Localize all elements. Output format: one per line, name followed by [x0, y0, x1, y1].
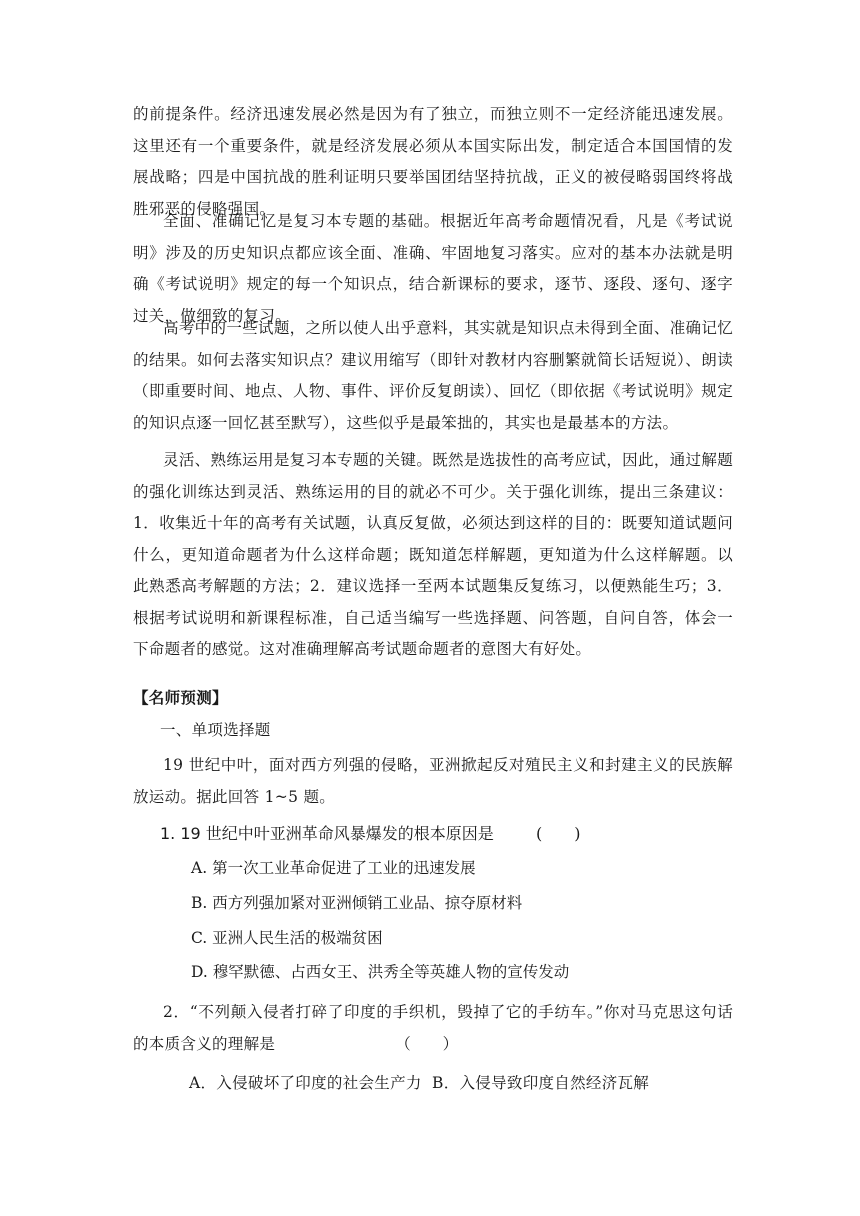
question-1-option-c [191, 926, 383, 948]
question-1-option-d [191, 960, 569, 982]
subheading-single-choice: 一、单项选择题 [160, 721, 271, 739]
option-text: 亚洲人民生活的极端贫困 [212, 929, 383, 947]
paragraph-application: 灵活、熟练运用是复习本专题的关键。既然是选拔性的高考应试，因此，通过解题的强化训练达到灵活、熟练运用的目的就必不可少。关于强化训练，提出三条建议：1．收集近十年的高考有关试题，认真反复做，必须达到这样的目的：既要知道试题问什么，更知道命题者为什么这样命题；既知道怎样解题，更知道为什么这样解题。以此熟悉高考解题的方法；2．建议选择一至两本试题集反复练习，以便熟能生巧；3．根据考试说明和新课程标准，自己适当编写一些选择题、问答题，自问自答，体会一下命题者的感觉。这对准确理解高考试题命题者的意图大有好处。 [133, 451, 733, 658]
option-letter: B. [191, 894, 208, 912]
question-2-answer-paren: （ ） [395, 1034, 459, 1053]
paragraph-exam-questions: 高考中的一些试题，之所以使人出乎意料，其实就是知识点未得到全面、准确记忆的结果。如何去落实知识点？建议用缩写（即针对教材内容删繁就简长话短说）、朗读（即重要时间、地点、人物、事件、评价反复朗读）、回忆（即依据《考试说明》规定的知识点逐一回忆甚至默写），这些似乎是最笨拙的，其实也是最基本的方法。 [133, 319, 733, 432]
question-2-option-b [432, 1071, 649, 1093]
question-2-text: 2．“不列颠入侵者打碎了印度的手织机，毁掉了它的手纺车。”你对马克思这句话的本质含义的理解是 [133, 1003, 733, 1053]
option-letter: C. [191, 929, 208, 947]
question-2-option-a [189, 1071, 422, 1093]
question-1-text: 1. 19 世纪中叶亚洲革命风暴爆发的根本原因是 [160, 824, 494, 843]
option-letter: A． [189, 1074, 217, 1092]
option-text: 入侵导致印度自然经济瓦解 [459, 1074, 650, 1092]
option-letter: B． [432, 1074, 460, 1092]
question-2-stem [133, 997, 733, 1060]
section-heading: 【名师预测】 [133, 688, 228, 707]
paragraph-memory: 全面、准确记忆是复习本专题的基础。根据近年高考命题情况看，凡是《考试说明》涉及的历史知识点都应该全面、准确、牢固地复习落实。应对的基本办法就是明确《考试说明》规定的每一个知识点，结合新课标的要求，逐节、逐段、逐句、逐字过关，做细致的复习。 [133, 212, 733, 325]
option-letter: D. [191, 963, 208, 981]
option-text: 入侵破坏了印度的社会生产力 [216, 1074, 422, 1092]
question-1-answer-paren: ( ) [536, 824, 581, 843]
option-text: 穆罕默德、占西女王、洪秀全等英雄人物的宣传发动 [212, 963, 570, 981]
question-1-option-b [191, 891, 522, 913]
question-intro: 19 世纪中叶，面对西方列强的侵略，亚洲掀起反对殖民主义和封建主义的民族解放运动。据此回答 1~5 题。 [133, 756, 733, 806]
question-1-option-a [191, 856, 476, 878]
option-letter: A. [191, 859, 208, 877]
option-text: 第一次工业革命促进了工业的迅速发展 [212, 859, 476, 877]
option-text: 西方列强加紧对亚洲倾销工业品、掠夺原材料 [212, 894, 523, 912]
question-1-stem [160, 821, 581, 844]
paragraph-continuation: 的前提条件。经济迅速发展必然是因为有了独立，而独立则不一定经济能迅速发展。这里还有一个重要条件，就是经济发展必须从本国实际出发，制定适合本国国情的发展战略；四是中国抗战的胜利证明只要举国团结坚持抗战，正义的被侵略弱国终将战胜邪恶的侵略强国。 [133, 105, 733, 218]
